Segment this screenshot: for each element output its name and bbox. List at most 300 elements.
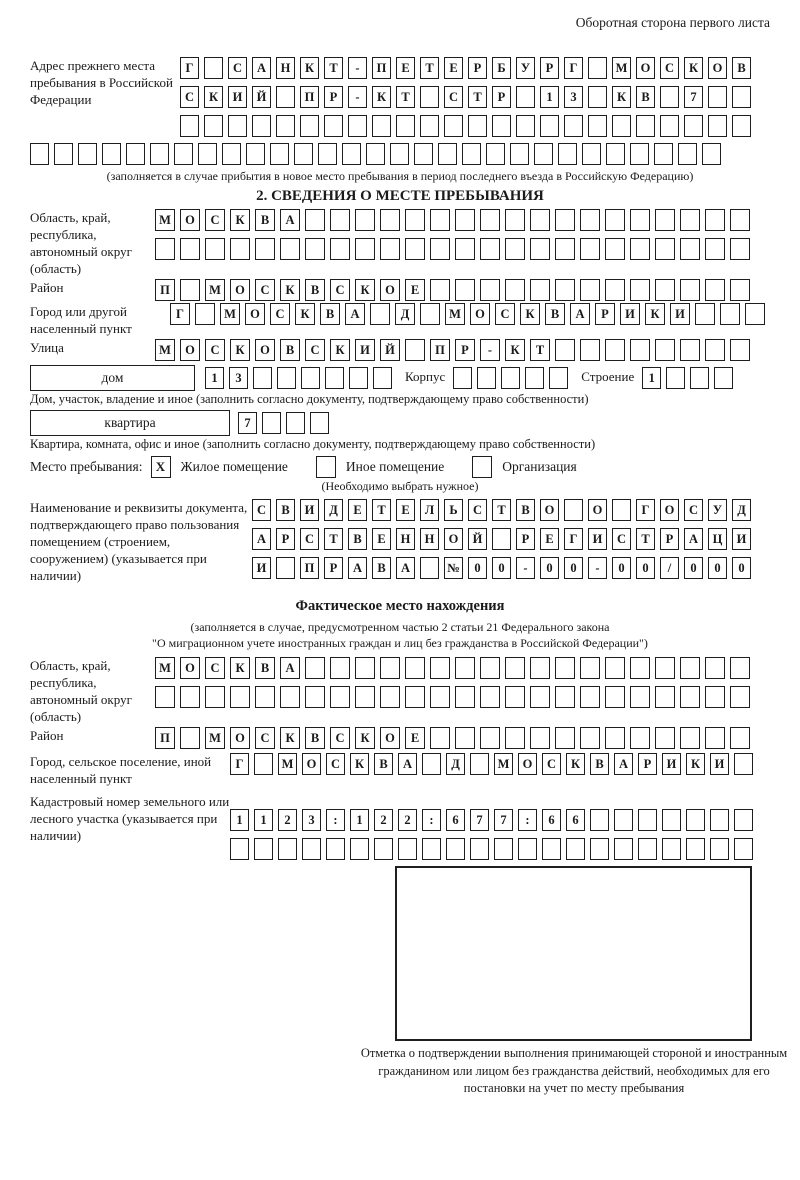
char-cell[interactable]: С <box>255 279 275 301</box>
char-cell[interactable]: 0 <box>492 557 511 579</box>
char-cell[interactable] <box>355 657 375 679</box>
char-cell[interactable] <box>305 686 325 708</box>
char-cell[interactable] <box>678 143 697 165</box>
char-cell[interactable]: А <box>280 209 300 231</box>
char-cell[interactable]: П <box>430 339 450 361</box>
char-cell[interactable]: Й <box>252 86 271 108</box>
char-cell[interactable] <box>708 86 727 108</box>
char-cell[interactable] <box>430 209 450 231</box>
char-cell[interactable]: М <box>220 303 240 325</box>
char-cell[interactable]: И <box>662 753 681 775</box>
char-cell[interactable]: М <box>612 57 631 79</box>
char-cell[interactable] <box>590 809 609 831</box>
char-cell[interactable]: Н <box>420 528 439 550</box>
char-cell[interactable]: Е <box>405 727 425 749</box>
char-cell[interactable] <box>230 238 250 260</box>
char-cell[interactable] <box>564 499 583 521</box>
char-cell[interactable]: Е <box>396 499 415 521</box>
char-cell[interactable] <box>590 838 609 860</box>
char-cell[interactable]: А <box>252 57 271 79</box>
char-cell[interactable] <box>222 143 241 165</box>
char-cell[interactable] <box>78 143 97 165</box>
char-cell[interactable]: С <box>228 57 247 79</box>
char-cell[interactable] <box>430 238 450 260</box>
char-cell[interactable]: С <box>205 339 225 361</box>
char-cell[interactable]: В <box>305 279 325 301</box>
char-cell[interactable] <box>655 279 675 301</box>
char-cell[interactable] <box>324 115 343 137</box>
char-cell[interactable] <box>492 528 511 550</box>
char-cell[interactable] <box>636 115 655 137</box>
char-cell[interactable]: М <box>205 279 225 301</box>
char-cell[interactable] <box>555 727 575 749</box>
char-cell[interactable] <box>310 412 329 434</box>
char-cell[interactable] <box>588 86 607 108</box>
char-cell[interactable] <box>730 279 750 301</box>
char-cell[interactable] <box>349 367 368 389</box>
char-cell[interactable] <box>555 279 575 301</box>
char-cell[interactable]: С <box>495 303 515 325</box>
char-cell[interactable]: А <box>570 303 590 325</box>
char-cell[interactable]: Д <box>446 753 465 775</box>
char-cell[interactable]: С <box>300 528 319 550</box>
char-cell[interactable]: Г <box>564 528 583 550</box>
char-cell[interactable] <box>252 115 271 137</box>
char-cell[interactable] <box>228 115 247 137</box>
char-cell[interactable] <box>555 238 575 260</box>
char-cell[interactable]: С <box>180 86 199 108</box>
char-cell[interactable] <box>430 727 450 749</box>
char-cell[interactable] <box>655 686 675 708</box>
char-cell[interactable] <box>462 143 481 165</box>
char-cell[interactable] <box>534 143 553 165</box>
char-cell[interactable] <box>555 339 575 361</box>
char-cell[interactable]: Р <box>324 557 343 579</box>
char-cell[interactable]: И <box>252 557 271 579</box>
char-cell[interactable]: Т <box>636 528 655 550</box>
char-cell[interactable]: Н <box>276 57 295 79</box>
char-cell[interactable]: Р <box>516 528 535 550</box>
char-cell[interactable] <box>555 686 575 708</box>
char-cell[interactable]: К <box>350 753 369 775</box>
char-cell[interactable] <box>518 838 537 860</box>
house-type-box[interactable]: дом <box>30 365 195 391</box>
char-cell[interactable]: В <box>348 528 367 550</box>
char-cell[interactable]: К <box>686 753 705 775</box>
char-cell[interactable]: С <box>255 727 275 749</box>
char-cell[interactable]: И <box>732 528 751 550</box>
char-cell[interactable]: 0 <box>564 557 583 579</box>
char-cell[interactable]: П <box>155 727 175 749</box>
char-cell[interactable] <box>580 238 600 260</box>
char-cell[interactable]: К <box>280 727 300 749</box>
char-cell[interactable]: Б <box>492 57 511 79</box>
char-cell[interactable] <box>492 115 511 137</box>
char-cell[interactable]: П <box>300 557 319 579</box>
char-cell[interactable] <box>420 86 439 108</box>
char-cell[interactable]: Г <box>170 303 190 325</box>
char-cell[interactable] <box>455 727 475 749</box>
stay-type-checkbox-dwelling[interactable]: X <box>151 456 171 478</box>
char-cell[interactable] <box>654 143 673 165</box>
char-cell[interactable]: 3 <box>564 86 583 108</box>
char-cell[interactable] <box>680 657 700 679</box>
char-cell[interactable] <box>505 279 525 301</box>
char-cell[interactable]: Р <box>540 57 559 79</box>
char-cell[interactable]: А <box>348 557 367 579</box>
char-cell[interactable] <box>444 115 463 137</box>
char-cell[interactable] <box>580 209 600 231</box>
char-cell[interactable]: Р <box>492 86 511 108</box>
char-cell[interactable]: Р <box>276 528 295 550</box>
char-cell[interactable] <box>468 115 487 137</box>
char-cell[interactable]: Е <box>372 528 391 550</box>
char-cell[interactable]: О <box>518 753 537 775</box>
char-cell[interactable]: Т <box>372 499 391 521</box>
char-cell[interactable] <box>630 143 649 165</box>
char-cell[interactable] <box>480 657 500 679</box>
char-cell[interactable]: Ц <box>708 528 727 550</box>
char-cell[interactable] <box>680 238 700 260</box>
char-cell[interactable]: - <box>588 557 607 579</box>
char-cell[interactable]: К <box>372 86 391 108</box>
char-cell[interactable] <box>710 809 729 831</box>
char-cell[interactable] <box>254 838 273 860</box>
char-cell[interactable]: О <box>588 499 607 521</box>
char-cell[interactable] <box>405 657 425 679</box>
char-cell[interactable]: О <box>180 339 200 361</box>
char-cell[interactable]: К <box>645 303 665 325</box>
char-cell[interactable] <box>150 143 169 165</box>
char-cell[interactable] <box>558 143 577 165</box>
char-cell[interactable] <box>255 238 275 260</box>
char-cell[interactable]: В <box>255 657 275 679</box>
char-cell[interactable] <box>705 727 725 749</box>
char-cell[interactable]: М <box>155 339 175 361</box>
char-cell[interactable]: О <box>245 303 265 325</box>
char-cell[interactable] <box>505 657 525 679</box>
char-cell[interactable] <box>530 209 550 231</box>
char-cell[interactable] <box>155 238 175 260</box>
char-cell[interactable] <box>588 57 607 79</box>
char-cell[interactable] <box>612 499 631 521</box>
char-cell[interactable]: В <box>372 557 391 579</box>
char-cell[interactable]: Г <box>636 499 655 521</box>
char-cell[interactable] <box>708 115 727 137</box>
char-cell[interactable]: К <box>230 339 250 361</box>
char-cell[interactable] <box>734 809 753 831</box>
char-cell[interactable] <box>414 143 433 165</box>
char-cell[interactable]: Д <box>324 499 343 521</box>
char-cell[interactable] <box>174 143 193 165</box>
char-cell[interactable]: 1 <box>230 809 249 831</box>
char-cell[interactable] <box>542 838 561 860</box>
char-cell[interactable]: А <box>345 303 365 325</box>
char-cell[interactable] <box>318 143 337 165</box>
char-cell[interactable] <box>246 143 265 165</box>
stay-type-checkbox-organization[interactable] <box>472 456 492 478</box>
char-cell[interactable] <box>286 412 305 434</box>
char-cell[interactable] <box>580 339 600 361</box>
char-cell[interactable] <box>204 115 223 137</box>
char-cell[interactable]: Й <box>468 528 487 550</box>
char-cell[interactable]: О <box>255 339 275 361</box>
char-cell[interactable] <box>705 339 725 361</box>
char-cell[interactable] <box>690 367 709 389</box>
char-cell[interactable] <box>305 209 325 231</box>
char-cell[interactable]: И <box>228 86 247 108</box>
char-cell[interactable] <box>54 143 73 165</box>
char-cell[interactable] <box>660 86 679 108</box>
char-cell[interactable]: 0 <box>612 557 631 579</box>
char-cell[interactable] <box>580 279 600 301</box>
char-cell[interactable] <box>630 339 650 361</box>
char-cell[interactable] <box>695 303 715 325</box>
char-cell[interactable]: - <box>348 86 367 108</box>
char-cell[interactable]: 2 <box>278 809 297 831</box>
char-cell[interactable] <box>662 809 681 831</box>
char-cell[interactable]: К <box>612 86 631 108</box>
char-cell[interactable] <box>180 238 200 260</box>
char-cell[interactable] <box>564 115 583 137</box>
char-cell[interactable]: С <box>444 86 463 108</box>
char-cell[interactable]: - <box>480 339 500 361</box>
char-cell[interactable] <box>253 367 272 389</box>
char-cell[interactable]: С <box>660 57 679 79</box>
char-cell[interactable] <box>680 209 700 231</box>
char-cell[interactable] <box>655 209 675 231</box>
char-cell[interactable]: Р <box>660 528 679 550</box>
char-cell[interactable]: О <box>230 727 250 749</box>
char-cell[interactable] <box>126 143 145 165</box>
char-cell[interactable] <box>455 686 475 708</box>
char-cell[interactable] <box>530 686 550 708</box>
char-cell[interactable] <box>732 86 751 108</box>
char-cell[interactable] <box>510 143 529 165</box>
char-cell[interactable] <box>505 727 525 749</box>
char-cell[interactable]: 0 <box>732 557 751 579</box>
char-cell[interactable]: Р <box>324 86 343 108</box>
char-cell[interactable] <box>301 367 320 389</box>
char-cell[interactable] <box>278 838 297 860</box>
char-cell[interactable] <box>405 339 425 361</box>
char-cell[interactable] <box>330 657 350 679</box>
char-cell[interactable] <box>422 838 441 860</box>
char-cell[interactable]: К <box>330 339 350 361</box>
char-cell[interactable]: В <box>590 753 609 775</box>
char-cell[interactable]: Л <box>420 499 439 521</box>
char-cell[interactable]: 7 <box>494 809 513 831</box>
char-cell[interactable] <box>614 809 633 831</box>
char-cell[interactable] <box>705 279 725 301</box>
char-cell[interactable]: / <box>660 557 679 579</box>
char-cell[interactable]: - <box>348 57 367 79</box>
char-cell[interactable] <box>195 303 215 325</box>
char-cell[interactable] <box>655 339 675 361</box>
char-cell[interactable]: 1 <box>254 809 273 831</box>
char-cell[interactable]: С <box>468 499 487 521</box>
char-cell[interactable] <box>420 557 439 579</box>
char-cell[interactable]: О <box>180 657 200 679</box>
char-cell[interactable] <box>605 657 625 679</box>
char-cell[interactable]: С <box>205 657 225 679</box>
char-cell[interactable]: С <box>330 279 350 301</box>
char-cell[interactable] <box>255 686 275 708</box>
char-cell[interactable]: К <box>204 86 223 108</box>
char-cell[interactable]: С <box>542 753 561 775</box>
char-cell[interactable]: Р <box>468 57 487 79</box>
char-cell[interactable] <box>549 367 568 389</box>
char-cell[interactable]: 7 <box>470 809 489 831</box>
char-cell[interactable] <box>680 279 700 301</box>
char-cell[interactable]: О <box>380 727 400 749</box>
char-cell[interactable]: П <box>155 279 175 301</box>
char-cell[interactable] <box>505 686 525 708</box>
char-cell[interactable]: А <box>684 528 703 550</box>
char-cell[interactable]: С <box>252 499 271 521</box>
char-cell[interactable]: Г <box>180 57 199 79</box>
char-cell[interactable] <box>366 143 385 165</box>
char-cell[interactable] <box>630 209 650 231</box>
char-cell[interactable] <box>422 753 441 775</box>
char-cell[interactable] <box>380 657 400 679</box>
char-cell[interactable] <box>655 238 675 260</box>
char-cell[interactable]: О <box>180 209 200 231</box>
char-cell[interactable]: В <box>280 339 300 361</box>
char-cell[interactable]: О <box>380 279 400 301</box>
char-cell[interactable] <box>605 209 625 231</box>
char-cell[interactable] <box>294 143 313 165</box>
char-cell[interactable] <box>270 143 289 165</box>
char-cell[interactable] <box>734 753 753 775</box>
char-cell[interactable]: С <box>330 727 350 749</box>
char-cell[interactable]: В <box>636 86 655 108</box>
char-cell[interactable]: А <box>280 657 300 679</box>
char-cell[interactable]: Т <box>468 86 487 108</box>
char-cell[interactable] <box>684 115 703 137</box>
char-cell[interactable]: И <box>300 499 319 521</box>
char-cell[interactable]: Т <box>492 499 511 521</box>
char-cell[interactable]: 0 <box>708 557 727 579</box>
char-cell[interactable] <box>325 367 344 389</box>
char-cell[interactable]: П <box>372 57 391 79</box>
char-cell[interactable]: О <box>660 499 679 521</box>
char-cell[interactable] <box>230 838 249 860</box>
char-cell[interactable]: 0 <box>540 557 559 579</box>
char-cell[interactable] <box>198 143 217 165</box>
char-cell[interactable] <box>396 115 415 137</box>
char-cell[interactable] <box>606 143 625 165</box>
char-cell[interactable]: А <box>614 753 633 775</box>
char-cell[interactable] <box>566 838 585 860</box>
char-cell[interactable] <box>438 143 457 165</box>
char-cell[interactable] <box>732 115 751 137</box>
char-cell[interactable]: К <box>355 279 375 301</box>
char-cell[interactable] <box>680 686 700 708</box>
char-cell[interactable]: В <box>305 727 325 749</box>
char-cell[interactable] <box>300 115 319 137</box>
char-cell[interactable]: О <box>708 57 727 79</box>
char-cell[interactable] <box>612 115 631 137</box>
char-cell[interactable] <box>630 238 650 260</box>
char-cell[interactable] <box>470 838 489 860</box>
char-cell[interactable]: О <box>540 499 559 521</box>
char-cell[interactable] <box>420 303 440 325</box>
char-cell[interactable] <box>505 209 525 231</box>
char-cell[interactable] <box>477 367 496 389</box>
char-cell[interactable]: К <box>300 57 319 79</box>
char-cell[interactable] <box>705 686 725 708</box>
char-cell[interactable] <box>730 686 750 708</box>
char-cell[interactable] <box>530 727 550 749</box>
char-cell[interactable] <box>494 838 513 860</box>
char-cell[interactable]: А <box>252 528 271 550</box>
char-cell[interactable] <box>666 367 685 389</box>
char-cell[interactable]: И <box>355 339 375 361</box>
char-cell[interactable]: М <box>205 727 225 749</box>
char-cell[interactable]: Е <box>348 499 367 521</box>
char-cell[interactable] <box>480 727 500 749</box>
char-cell[interactable]: 0 <box>684 557 703 579</box>
char-cell[interactable] <box>705 657 725 679</box>
char-cell[interactable] <box>555 209 575 231</box>
char-cell[interactable]: М <box>155 657 175 679</box>
char-cell[interactable] <box>710 838 729 860</box>
char-cell[interactable] <box>638 809 657 831</box>
char-cell[interactable] <box>605 339 625 361</box>
char-cell[interactable] <box>525 367 544 389</box>
char-cell[interactable] <box>705 238 725 260</box>
char-cell[interactable] <box>370 303 390 325</box>
char-cell[interactable]: : <box>326 809 345 831</box>
char-cell[interactable] <box>180 115 199 137</box>
char-cell[interactable]: В <box>545 303 565 325</box>
char-cell[interactable]: А <box>396 557 415 579</box>
char-cell[interactable]: И <box>670 303 690 325</box>
char-cell[interactable]: И <box>620 303 640 325</box>
char-cell[interactable] <box>630 686 650 708</box>
char-cell[interactable]: 2 <box>374 809 393 831</box>
char-cell[interactable] <box>280 686 300 708</box>
char-cell[interactable]: М <box>155 209 175 231</box>
char-cell[interactable] <box>686 838 705 860</box>
char-cell[interactable] <box>530 279 550 301</box>
char-cell[interactable] <box>540 115 559 137</box>
char-cell[interactable] <box>605 279 625 301</box>
char-cell[interactable] <box>262 412 281 434</box>
char-cell[interactable] <box>330 686 350 708</box>
char-cell[interactable] <box>355 686 375 708</box>
char-cell[interactable]: Р <box>595 303 615 325</box>
apartment-type-box[interactable]: квартира <box>30 410 230 436</box>
char-cell[interactable] <box>655 727 675 749</box>
char-cell[interactable]: И <box>710 753 729 775</box>
char-cell[interactable]: 1 <box>205 367 224 389</box>
char-cell[interactable] <box>446 838 465 860</box>
char-cell[interactable] <box>555 657 575 679</box>
char-cell[interactable]: О <box>230 279 250 301</box>
char-cell[interactable] <box>330 209 350 231</box>
char-cell[interactable] <box>730 238 750 260</box>
char-cell[interactable] <box>204 57 223 79</box>
char-cell[interactable]: Й <box>380 339 400 361</box>
char-cell[interactable]: Е <box>444 57 463 79</box>
char-cell[interactable]: С <box>205 209 225 231</box>
char-cell[interactable]: Е <box>405 279 425 301</box>
char-cell[interactable]: - <box>516 557 535 579</box>
char-cell[interactable] <box>630 657 650 679</box>
char-cell[interactable] <box>730 657 750 679</box>
